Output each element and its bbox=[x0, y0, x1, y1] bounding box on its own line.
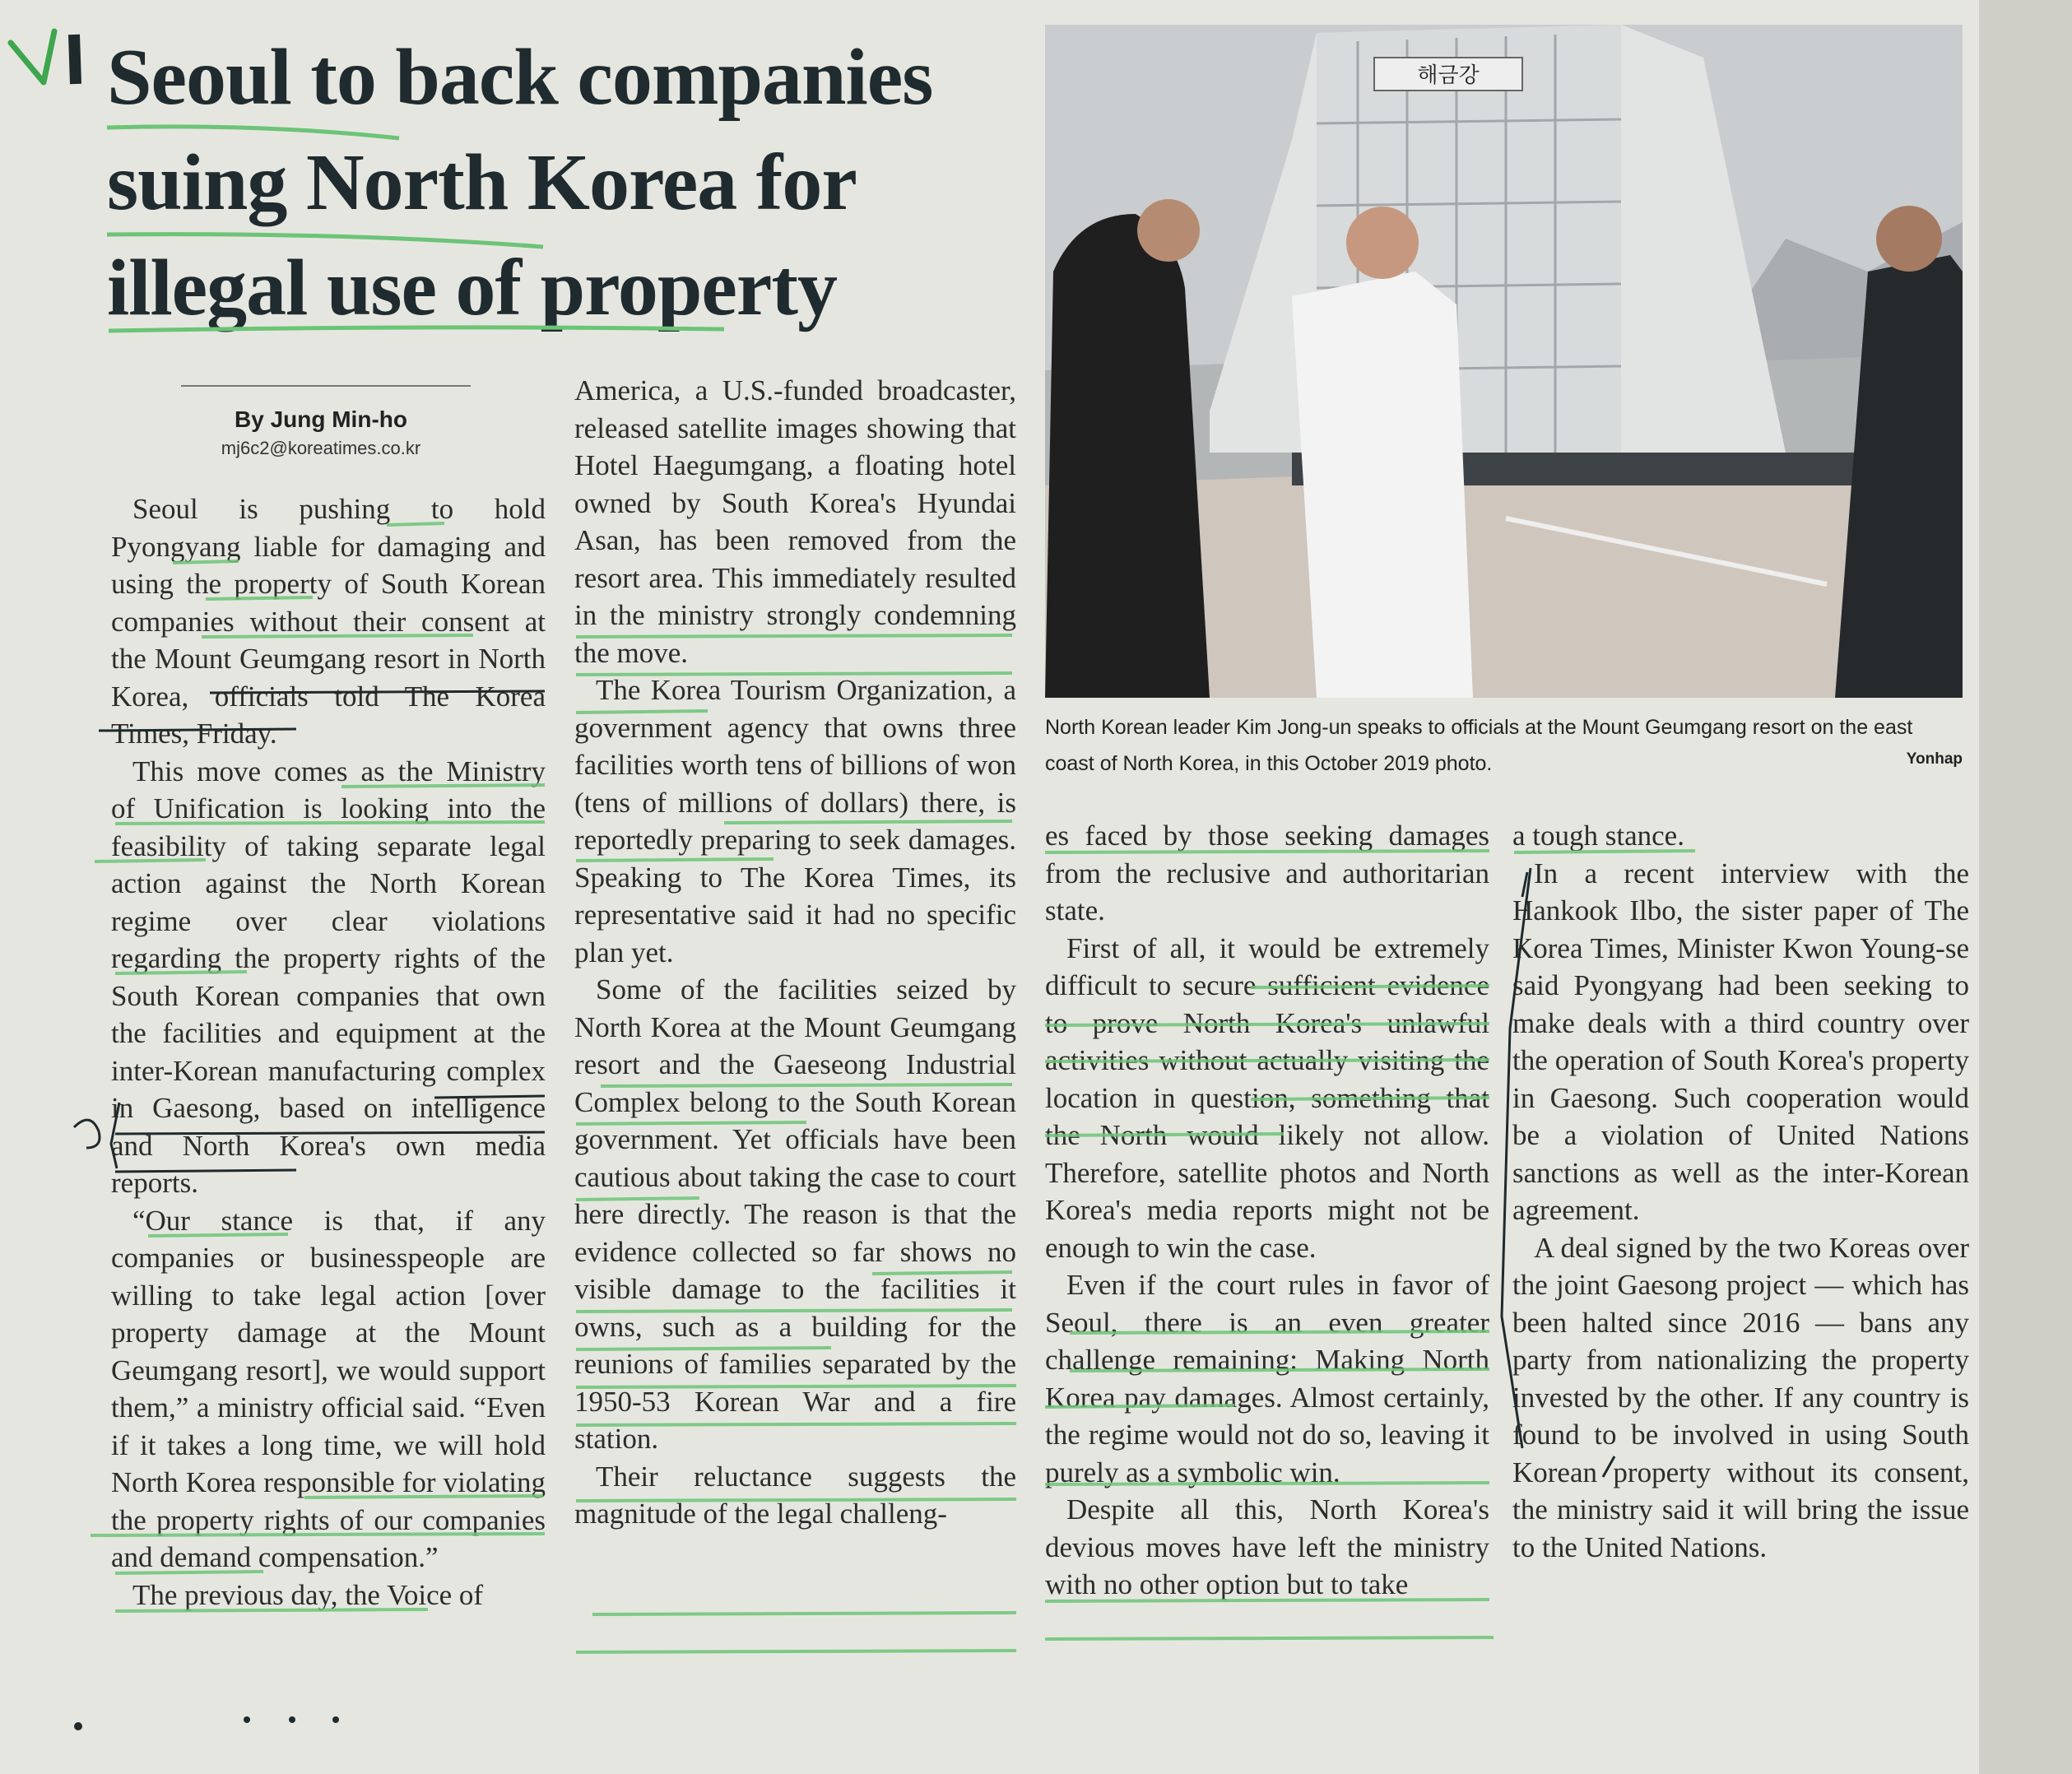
headline-highlight bbox=[99, 0, 1086, 362]
paragraph: a tough stance. bbox=[1512, 820, 1684, 852]
photo-credit: Yonhap bbox=[1906, 750, 1963, 768]
paragraph: Some of the facilities seized by North Korea at the Mount Geumgang resort and the Gaeseong Industrial Complex belong to the South Korean government. Yet officials have been cautious about taking the case to court here directly. The reason is that the evidence collected so far shows no visible damage to the facilities it owns, such as a building for the reunions of families separated by the 1950-53 Korean War and a fire station. bbox=[574, 973, 1016, 1455]
clipping-edge bbox=[1979, 0, 2072, 1774]
check-mark-icon bbox=[7, 25, 89, 99]
article-headline: Seoul to back companies suing North Korea for illegal use of property bbox=[107, 33, 933, 332]
paragraph: es faced by those seeking damages from the reclusive and authoritarian state. bbox=[1045, 820, 1489, 926]
paragraph: The previous day, the Voice of bbox=[132, 1578, 484, 1611]
paragraph: A deal signed by the two Koreas over the joint Gaesong project — which has been halted since 2016 — bans any party from nationalizing the property invested by the other. If any country is found to be involved in using South Korean property without its consent, the ministry said it will bring the issue to the United Nations. bbox=[1512, 1231, 1969, 1563]
paragraph: America, a U.S.-funded broadcaster, released satellite images showing that Hotel Haegumgang, a floating hotel owned by South Korea's Hyundai Asan, has been removed from the resort area. This immediately resulted in the ministry strongly condemning the move. bbox=[574, 374, 1016, 669]
paragraph: Even if the court rules in favor of Seoul, there is an even greater challenge remaining: Making North Korea pay damages. Almost certainly, the regime would not do so, leaving it purely as a symbolic win. bbox=[1045, 1269, 1489, 1488]
author-email[interactable]: mj6c2@koreatimes.co.kr bbox=[221, 438, 421, 458]
article-column-2 bbox=[574, 372, 1016, 1533]
article-column-4 bbox=[1512, 817, 1969, 1566]
paragraph: This move comes as the Ministry of Unification is looking into the feasibility of taking separate legal action against the North Korean regime over clear violations regarding the property rights of the South Korean companies that own the facilities and equipment at the inter-Korean manufacturing complex in Gaesong, based on intelligence and North Korea's own media reports. bbox=[111, 755, 546, 1199]
resort-photo-illustration bbox=[1045, 25, 1963, 698]
paragraph: In a recent interview with the Hankook Ilbo, the sister paper of The Korea Times, Minister Kwon Young-se said Pyongyang had been seeking to make deals with a third country over the operation of South Korea's property in Gaesong. Such cooperation would be a violation of United Nations sanctions as well as the inter-Korean agreement. bbox=[1512, 857, 1969, 1226]
photo-caption: North Korean leader Kim Jong-un speaks to officials at the Mount Geumgang resort on the east coast of North Korea, in this October 2019 photo. bbox=[1045, 716, 1913, 775]
photo-sign-text: 해금강 bbox=[1417, 63, 1480, 88]
article-column-3 bbox=[1045, 817, 1489, 1604]
byline-rule bbox=[181, 385, 471, 387]
paragraph: Seoul is pushing to hold Pyongyang liable for damaging and using the property of South Korean companies without their consent at the Mount Geumgang resort in North Korea, officials told The Korea Times, Friday. bbox=[111, 493, 546, 750]
paragraph: First of all, it would be extremely difficult to secure sufficient evidence to prove North Korea's unlawful activities without actually visiting the location in question, something that the North would likely not allow. Therefore, satellite photos and North Korea's media reports might not be enough to win the case. bbox=[1045, 931, 1489, 1264]
paragraph: The Korea Tourism Organization, a government agency that owns three facilities worth tens of billions of won (tens of millions of dollars) there, is reportedly preparing to seek damages. Speaking to The Korea Times, its representative said it had no specific plan yet. bbox=[574, 674, 1016, 968]
paragraph: Despite all this, North Korea's devious moves have left the ministry with no other option but to take bbox=[1045, 1493, 1489, 1600]
article-column-1 bbox=[111, 490, 546, 1614]
paragraph: Their reluctance suggests the magnitude of the legal challeng- bbox=[574, 1460, 1016, 1530]
paragraph: “Our stance is that, if any companies or businesspeople are willing to take legal action [over property damage at the Mount Geumgang resort], we would support them,” a ministry official said. “Even if it takes a long time, we will hold North Korea responsible for violating the property rights of our companies and demand compensation.” bbox=[111, 1204, 546, 1573]
news-photo bbox=[1045, 25, 1963, 698]
byline: By Jung Min-ho bbox=[235, 406, 407, 432]
